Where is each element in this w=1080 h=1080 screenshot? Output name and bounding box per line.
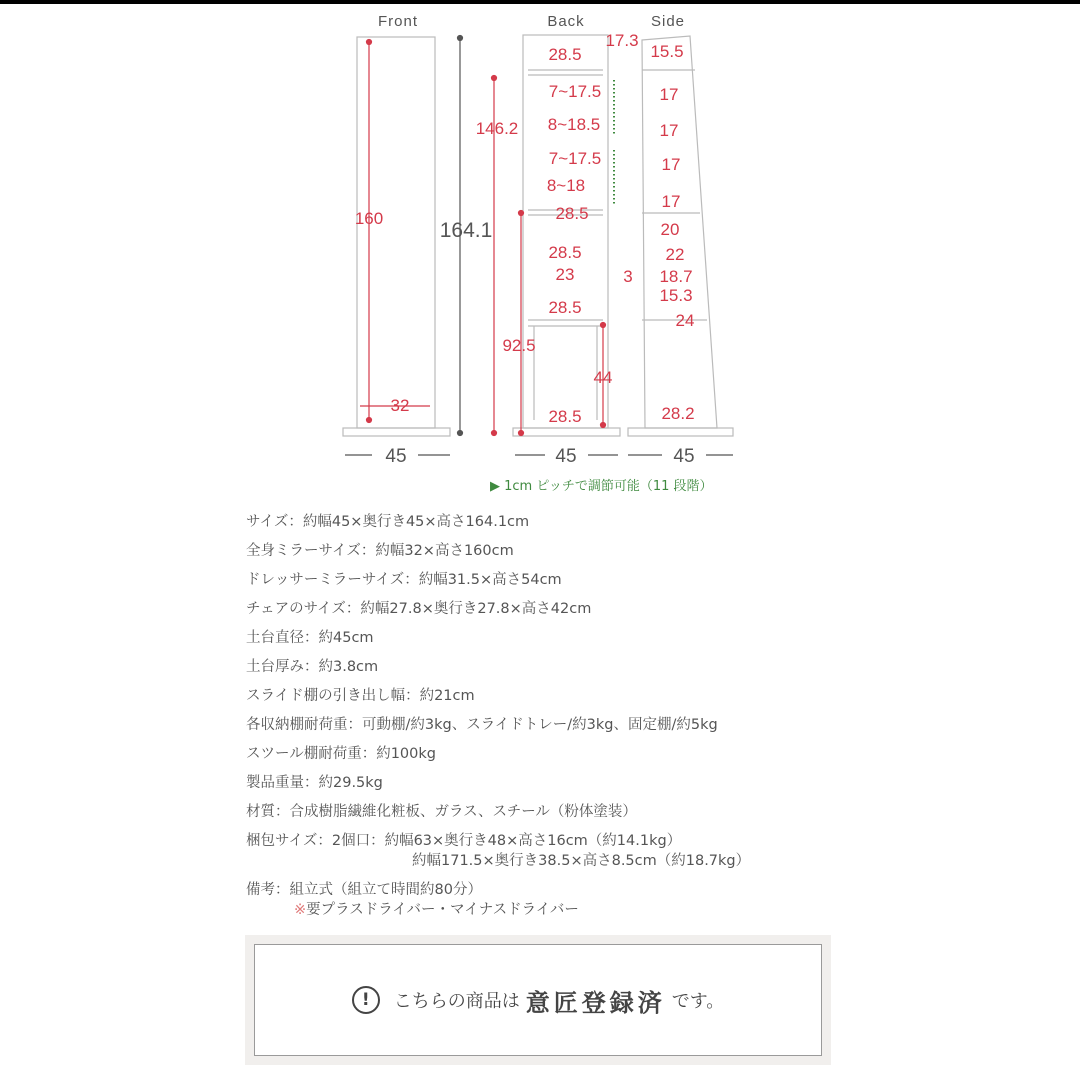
side-dim-label: 18.7 xyxy=(659,267,693,286)
back-dim-label: 44 xyxy=(593,368,613,387)
exclamation-icon: ! xyxy=(352,986,380,1014)
back-view-title: Back xyxy=(547,13,585,30)
spec-full-mirror: 全身ミラーサイズ：約幅32×高さ160cm xyxy=(246,543,514,559)
side-base-outline xyxy=(628,428,733,436)
back-dim-label: 28.5 xyxy=(555,204,589,223)
side-dim-label: 17 xyxy=(661,192,681,211)
back-dim-label: 146.2 xyxy=(475,119,519,138)
side-view-title: Side xyxy=(650,13,686,30)
design-registration-banner xyxy=(245,935,831,1065)
side-base-label: 45 xyxy=(673,446,695,467)
side-dim-label: 17 xyxy=(659,85,679,104)
spec-tools-text: 要プラスドライバー・マイナスドライバー xyxy=(306,902,579,918)
side-dim-label: 28.2 xyxy=(661,404,695,423)
spec-size: サイズ：約幅45×奥行き45×高さ164.1cm xyxy=(246,514,530,530)
front-view-title: Front xyxy=(377,13,419,30)
side-dim-label: 17 xyxy=(661,155,681,174)
back-dim-label: 28.5 xyxy=(548,298,582,317)
side-dim-label: 15.3 xyxy=(659,286,693,305)
side-dim-label: 24 xyxy=(675,311,695,330)
spec-slide-shelf: スライド棚の引き出し幅：約21cm xyxy=(246,688,475,704)
spec-tools xyxy=(246,896,750,925)
spec-dresser-mirror: ドレッサーミラーサイズ：約幅31.5×高さ54cm xyxy=(246,572,562,588)
total-height-label: 164.1 xyxy=(439,219,493,242)
banner-suffix: です。 xyxy=(671,991,725,1012)
back-dim-label: 23 xyxy=(555,265,575,284)
banner-emphasis: 意匠登録済 xyxy=(525,988,666,1017)
spec-base-diameter: 土台直径：約45cm xyxy=(246,630,374,646)
side-dim-label: 22 xyxy=(665,245,685,264)
front-base-label: 45 xyxy=(385,446,407,467)
front-height-label: 160 xyxy=(354,209,384,228)
spec-base-thickness: 土台厚み：約3.8cm xyxy=(246,659,379,675)
spec-notes: 備考：組立式（組立て時間約80分） xyxy=(246,882,482,898)
banner-box xyxy=(254,944,822,1056)
back-dim-label: 8~18.5 xyxy=(547,115,601,134)
side-dim-label: 20 xyxy=(660,220,680,239)
front-width-label: 32 xyxy=(390,396,410,415)
side-dim-label: 15.5 xyxy=(650,42,684,61)
adjustment-note: ▶ 1cm ピッチで調節可能（11 段階） xyxy=(490,479,713,494)
back-dim-label: 28.5 xyxy=(548,45,582,64)
back-dim-label: 8~18 xyxy=(546,176,586,195)
back-dim-label: 7~17.5 xyxy=(548,149,602,168)
back-dim-label: 7~17.5 xyxy=(548,82,602,101)
spec-package-2: 約幅171.5×奥行き38.5×高さ8.5cm（約18.7kg） xyxy=(412,853,751,869)
banner-prefix: こちらの商品は xyxy=(393,991,520,1012)
side-dim-label: 3 xyxy=(623,267,633,286)
back-dim-label: 28.5 xyxy=(548,407,582,426)
spec-stool-load: スツール棚耐荷重：約100kg xyxy=(246,746,436,762)
back-base-outline xyxy=(513,428,620,436)
spec-chair: チェアのサイズ：約幅27.8×奥行き27.8×高さ42cm xyxy=(246,601,592,617)
side-dim-label: 17 xyxy=(659,121,679,140)
back-dim-label: 17.3 xyxy=(605,31,639,50)
front-base-outline xyxy=(343,428,450,436)
back-dim-label: 28.5 xyxy=(548,243,582,262)
spec-shelf-load: 各収納棚耐荷重：可動棚/約3kg、スライドトレー/約3kg、固定棚/約5kg xyxy=(246,717,718,733)
spec-material: 材質：合成樹脂繊維化粧板、ガラス、スチール（粉体塗装） xyxy=(246,804,637,820)
spec-weight: 製品重量：約29.5kg xyxy=(246,775,383,791)
dimension-diagram xyxy=(0,0,1080,500)
spec-list xyxy=(246,508,750,925)
side-frame-outline xyxy=(642,36,717,428)
back-dim-label: 92.5 xyxy=(502,336,536,355)
spec-package-1: 梱包サイズ：2個口：約幅63×奥行き48×高さ16cm（約14.1kg） xyxy=(246,833,682,849)
note-mark: ※ xyxy=(294,902,307,918)
back-base-label: 45 xyxy=(555,446,577,467)
